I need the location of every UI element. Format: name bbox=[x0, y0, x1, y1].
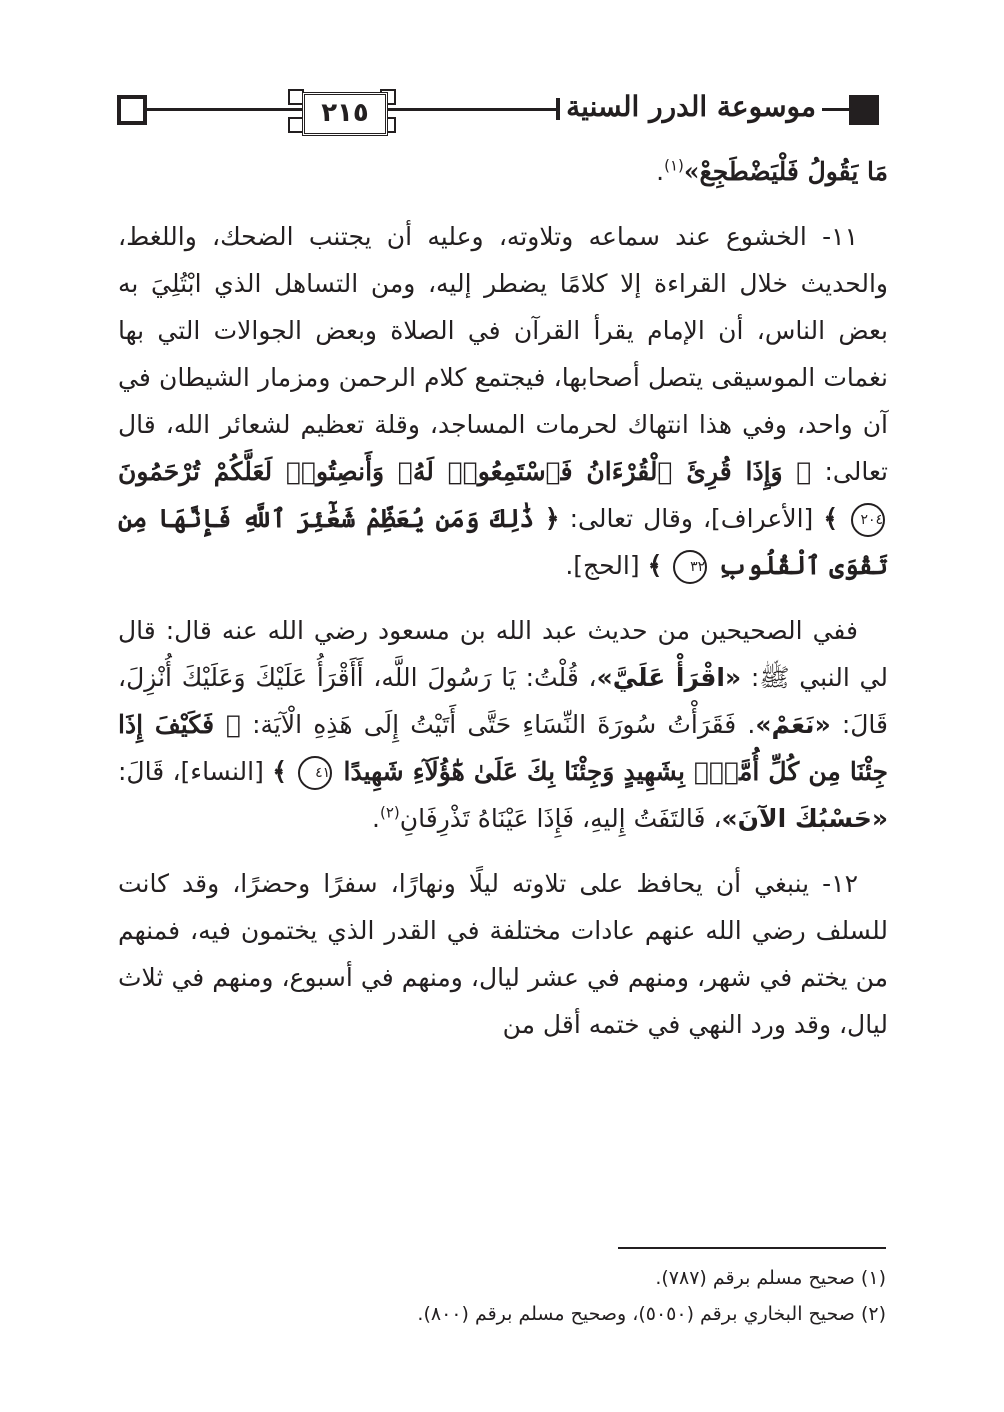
ayah-number-marker: ٢٠٤ bbox=[851, 503, 885, 537]
footnote-1: (١) صحيح مسلم برقم (٧٨٧). bbox=[655, 1267, 886, 1289]
footnote-ref: (٢) bbox=[379, 803, 400, 822]
footnote-ref: (١) bbox=[664, 156, 684, 175]
page-header bbox=[112, 86, 884, 134]
paragraph-recitation: ١٢- ينبغي أن يحافظ على تلاوته ليلًا ونهارًا، سفرًا وحضرًا، وقد كانت للسلف رضي الله عنهم عادات مختلفة في القدر الذي يختمون فيه، فمنهم من يختم في شهر، ومنهم في عشر ليال، ومنهم في أسبوع، ومنهم في ثلاث ليال، وقد ورد النهي في ختمه أقل من bbox=[118, 869, 888, 1039]
quran-verse: ﴿ وَإِذَا قُرِئَ ٱلْقُرْءَانُ فَٱسْتَمِعُوا۟ لَهُۥ وَأَنصِتُوا۟ لَعَلَّكُمْ تُرْحَمُونَ bbox=[118, 457, 812, 486]
paragraph-sahihayn: ففي الصحيحين من حديث عبد الله بن مسعود رضي الله عنه قال: قال لي النبي ﷺ: «اقْرَأْ عَلَيَّ»، قُلْتُ: يَا رَسُولَ اللَّه، أَأَقْرَأُ عَلَيْكَ وَعَلَيْكَ أُنْزِلَ، قَالَ: «نَعَمْ». فَقَرَأْتُ سُورَةَ النِّسَاءِ حَتَّى أَتَيْتُ إِلَى هَذِهِ الْآيَة: ﴿ فَكَيْفَ إِذَا جِئْنَا مِن كُلِّ أُمَّةٍۭ بِشَهِيدٍ وَجِئْنَا بِكَ عَلَىٰ هَٰٓؤُلَآءِ شَهِيدًا ٤١ ﴾ [النساء]، قَالَ: «حَسْبُكَ الآنَ»، فَالتَفَتُ إِليهِ، فَإِذَا عَيْنَاهُ تَذْرِفَانِ$^{(٢)}$. bbox=[118, 616, 889, 833]
header-rule-middle bbox=[388, 108, 556, 111]
ayah-number-marker: ٤١ bbox=[298, 756, 332, 790]
series-title: موسوعة الدرر السنية bbox=[560, 90, 822, 123]
paragraph-hadith-end: مَا يَقُولُ فَلْيَضْطَجِعْ»$^{(١)}$. bbox=[656, 156, 888, 186]
footnotes bbox=[118, 1260, 886, 1332]
page-body bbox=[118, 148, 888, 1048]
quran-verse: ﴿ فَكَيْفَ إِذَا جِئْنَا مِن كُلِّ أُمَّةٍۭ بِشَهِيدٍ وَجِئْنَا بِكَ عَلَىٰ هَٰٓؤُلَآءِ شَهِيدًا bbox=[118, 710, 889, 786]
footnote-2: (٢) صحيح البخاري برقم (٥٠٥٠)، وصحيح مسلم برقم (٨٠٠). bbox=[417, 1303, 886, 1325]
footnote-separator bbox=[618, 1247, 886, 1249]
ayah-number-marker: ٣٢ bbox=[673, 550, 707, 584]
ornament-filled-square-icon bbox=[849, 95, 879, 125]
quran-verse: ﴿ ذَٰلِكَ وَمَن يُعَظِّمْ شَعَٰٓئِرَ ٱللَّهِ فَإِنَّهَا مِن تَقْوَى ٱلْقُلُوبِ bbox=[118, 504, 888, 580]
ornament-square-icon bbox=[117, 95, 147, 125]
paragraph-khushu: ١١- الخشوع عند سماعه وتلاوته، وعليه أن يجتنب الضحك، واللغط، والحديث خلال القراءة إلا كلامًا يضطر إليه، ومن التساهل الذي ابْتُلِيَ به بعض الناس، أن الإمام يقرأ القرآن في الصلاة وبعض الجوالات التي بها نغمات الموسيقى يتصل أصحابها، فيجتمع كلام الرحمن ومزمار الشيطان في آن واحد، وفي هذا انتهاك لحرمات المساجد، وقلة تعظيم لشعائر الله، قال تعالى: ﴿ وَإِذَا قُرِئَ ٱلْقُرْءَانُ فَٱسْتَمِعُوا۟ لَهُۥ وَأَنصِتُوا۟ لَعَلَّكُمْ تُرْحَمُونَ ٢٠٤ ﴾ [الأعراف]، وقال تعالى: ﴿ ذَٰلِكَ وَمَن يُعَظِّمْ شَعَٰٓئِرَ ٱللَّهِ فَإِنَّهَا مِن تَقْوَى ٱلْقُلُوبِ ٣٢ ﴾ [الحج]. bbox=[118, 213, 888, 589]
page-number: ٢١٥ bbox=[302, 92, 388, 136]
header-rule-left bbox=[142, 108, 302, 111]
